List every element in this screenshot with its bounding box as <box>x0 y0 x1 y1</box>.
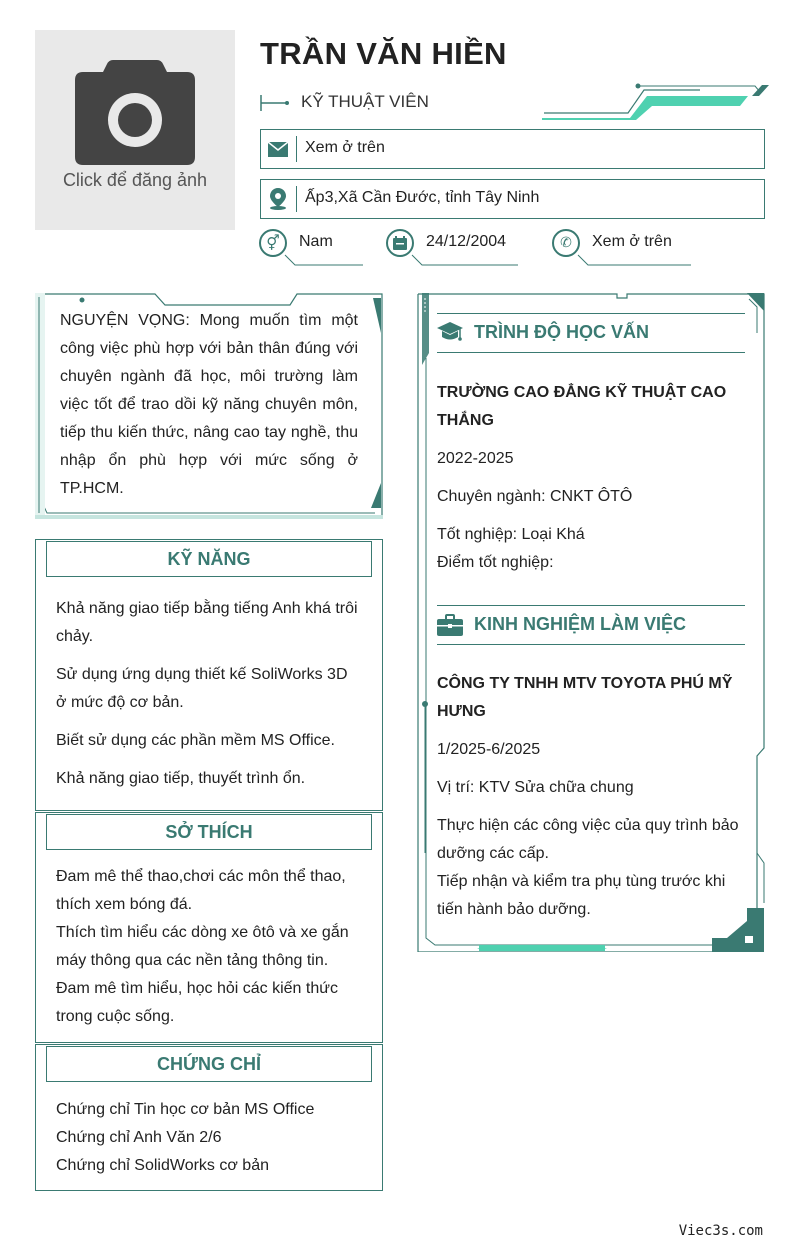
experience-period: 1/2025-6/2025 <box>437 741 541 758</box>
education-period: 2022-2025 <box>437 450 514 467</box>
experience-title: KINH NGHIỆM LÀM VIỆC <box>474 614 687 634</box>
education-heading <box>437 313 745 353</box>
certificates-heading: CHỨNG CHỈ <box>46 1046 372 1082</box>
address-value: Ấp3,Xã Cần Đước, tỉnh Tây Ninh <box>305 189 540 206</box>
address-field <box>260 179 765 219</box>
experience-details <box>437 670 745 924</box>
email-field <box>260 129 765 169</box>
certificate-item: Chứng chỉ SolidWorks cơ bản <box>56 1157 269 1174</box>
email-value: Xem ở trên <box>305 139 385 156</box>
briefcase-icon <box>437 614 463 636</box>
camera-icon <box>75 60 195 165</box>
experience-duty: Thực hiện các công việc của quy trình bảo dưỡng các cấp. <box>437 817 739 862</box>
phone-value: Xem ở trên <box>592 233 672 250</box>
experience-duty: Tiếp nhận và kiểm tra phụ tùng trước khi tiến hành bảo dưỡng. <box>437 873 726 918</box>
hobby-item: Đam mê tìm hiểu, học hỏi các kiến thức trong cuộc sống. <box>56 980 338 1025</box>
graduation-cap-icon <box>437 322 463 344</box>
skill-item: Sử dụng ứng dụng thiết kế SoliWorks 3D ở mức độ cơ bản. <box>56 666 348 711</box>
skill-item: Khả năng giao tiếp, thuyết trình ổn. <box>56 770 306 787</box>
title-line-decoration <box>260 94 290 112</box>
certificate-item: Chứng chỉ Anh Văn 2/6 <box>56 1129 222 1146</box>
education-major: Chuyên ngành: CNKT ÔTÔ <box>437 488 633 505</box>
skills-section <box>35 539 383 811</box>
education-details <box>437 379 745 577</box>
objective-section <box>35 293 383 519</box>
experience-heading <box>437 605 745 645</box>
gender-field <box>259 229 369 269</box>
birthdate-field <box>386 229 526 269</box>
skills-heading: KỸ NĂNG <box>46 541 372 577</box>
header-circuit-decoration <box>540 82 770 122</box>
avatar-upload-label: Click để đăng ảnh <box>62 170 208 190</box>
candidate-name: TRẦN VĂN HIỀN <box>260 36 507 71</box>
hobby-item: Thích tìm hiểu các dòng xe ôtô và xe gắn máy thông qua các nền tảng thông tin. <box>56 924 349 969</box>
location-pin-icon <box>261 180 295 218</box>
education-graduation: Tốt nghiệp: Loại Khá <box>437 526 585 543</box>
job-title: KỸ THUẬT VIÊN <box>301 92 429 111</box>
certificate-item: Chứng chỉ Tin học cơ bản MS Office <box>56 1101 315 1118</box>
experience-position: Vị trí: KTV Sửa chữa chung <box>437 779 634 796</box>
envelope-icon <box>261 130 295 168</box>
education-score: Điểm tốt nghiệp: <box>437 554 554 571</box>
hobbies-section <box>35 812 383 1043</box>
skill-item: Biết sử dụng các phần mềm MS Office. <box>56 732 335 749</box>
gender-icon: ⚥ <box>259 229 287 257</box>
education-experience-panel <box>417 293 765 952</box>
avatar-upload[interactable] <box>35 30 235 230</box>
certificates-section <box>35 1044 383 1191</box>
company-name: CÔNG TY TNHH MTV TOYOTA PHÚ MỸ HƯNG <box>437 675 733 720</box>
hobbies-heading: SỞ THÍCH <box>46 814 372 850</box>
education-title: TRÌNH ĐỘ HỌC VẤN <box>474 322 649 342</box>
phone-icon: ✆ <box>552 229 580 257</box>
hobby-item: Đam mê thể thao,chơi các môn thể thao, thích xem bóng đá. <box>56 868 346 913</box>
school-name: TRƯỜNG CAO ĐẲNG KỸ THUẬT CAO THẮNG <box>437 384 727 429</box>
skill-item: Khả năng giao tiếp bằng tiếng Anh khá trôi chảy. <box>56 600 358 645</box>
phone-field <box>552 229 702 269</box>
watermark: Viec3s.com <box>678 1223 763 1239</box>
birthdate-value: 24/12/2004 <box>426 233 507 250</box>
objective-text: NGUYỆN VỌNG: Mong muốn tìm một công việc phù hợp với bản thân đúng với chuyên ngành đã học, môi trường làm việc tốt để trao dồi kỹ năng chuyên môn, tiếp thu kiến thức, nâng cao tay nghề, thu nhập ổn phù hợp với mức sống ở TP.HCM. <box>60 312 358 497</box>
gender-value: Nam <box>299 233 333 250</box>
